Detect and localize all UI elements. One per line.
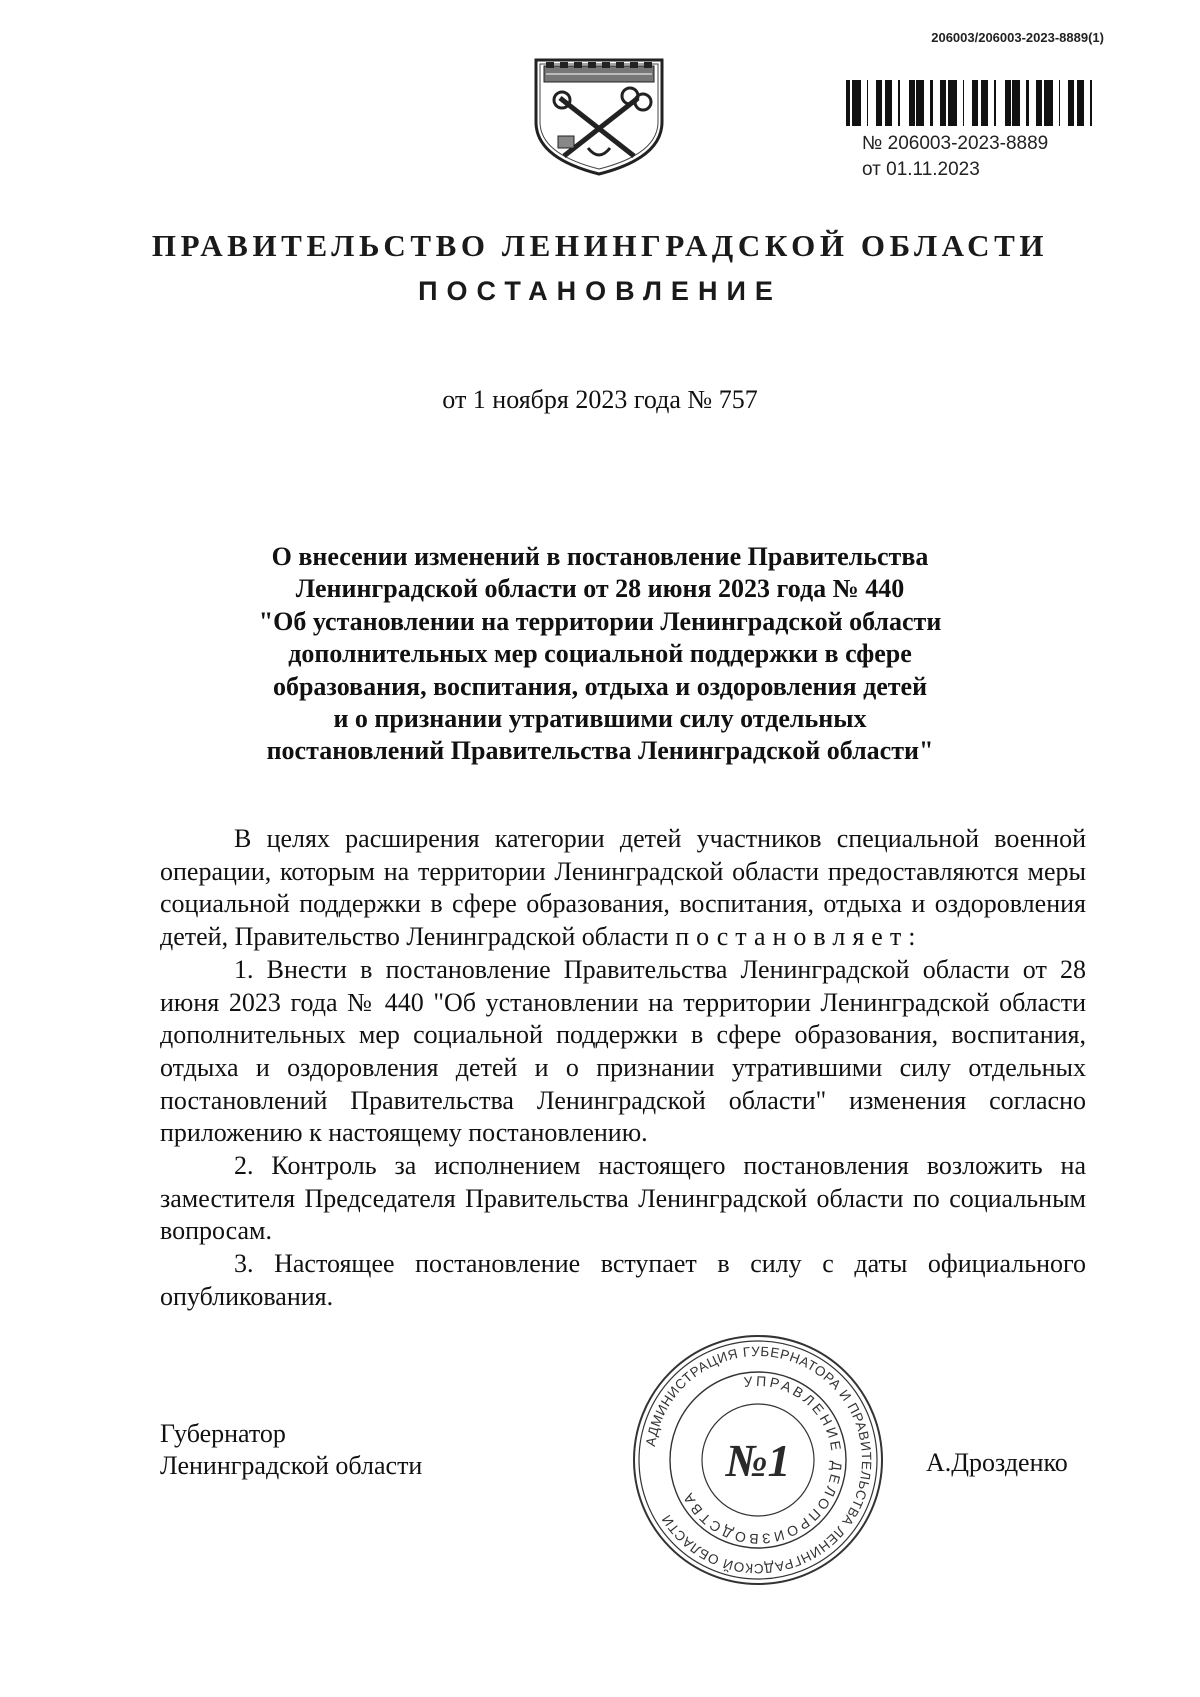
resolves-word: постановляет: <box>675 922 923 952</box>
subject-line: образования, воспитания, отдыха и оздоровления детей <box>272 671 928 701</box>
barcode-icon <box>846 80 1102 126</box>
subject-line: О внесении изменений в постановление Правительства <box>271 542 929 571</box>
item-1: 1. Внести в постановление Правительства Ленинградской области от 28 июня 2023 года № 440 "Об установлении на территории Ленинградской области дополнительных мер социальной поддержки в сфере образования, воспитания, отдыха и оздоровления детей и о признании утратившими силу отдельных постановлений Правительства Ленинградской области" изменения согласно приложению к настоящему постановлению. <box>160 954 1086 1148</box>
subject-line: "Об установлении на территории Ленинградской области <box>258 606 942 636</box>
seal-number: №1 <box>725 1435 791 1486</box>
seal-ring-text: АДМИНИСТРАЦИЯ ГУБЕРНАТОРА И ПРАВИТЕЛЬСТВА ЛЕНИНГРАДСКОЙ ОБЛАСТИ <box>642 1343 875 1577</box>
preamble-paragraph <box>160 823 1086 954</box>
subject-line: постановлений Правительства Ленинградской области" <box>266 736 934 766</box>
coat-of-arms-icon <box>530 52 668 176</box>
registration-number: № 206003-2023-8889 <box>862 133 1049 154</box>
preamble-text: В целях расширения категории детей участников специальной военной операции, которым на территории Ленинградской области предоставляются меры социальной поддержки в сфере образования, воспитания, отдыха и оздоровления детей, Правительство Ленинградской области <box>160 824 1086 952</box>
seal-inner-text: УПРАВЛЕНИЕ ДЕЛОПРОИЗВОДСТВА <box>678 1372 846 1548</box>
subject-line: дополнительных мер социальной поддержки в сфере <box>288 639 912 669</box>
registration-block <box>862 131 1048 183</box>
registration-code: 206003/206003-2023-8889(1) <box>931 30 1104 45</box>
signer-title <box>160 1418 422 1482</box>
signer-title-line: Губернатор <box>160 1419 286 1448</box>
subject-line: и о признании утратившими силу отдельных <box>333 704 867 734</box>
document-type: ПОСТАНОВЛЕНИЕ <box>418 276 782 306</box>
registration-date: от 01.11.2023 <box>862 159 980 180</box>
document-body <box>160 823 1086 1314</box>
signer-title-line: Ленинградской области <box>160 1451 423 1480</box>
signer-name: А.Дрозденко <box>926 1448 1068 1477</box>
government-title: ПРАВИТЕЛЬСТВО ЛЕНИНГРАДСКОЙ ОБЛАСТИ <box>151 228 1049 263</box>
document-subject <box>160 541 1040 768</box>
item-3: 3. Настоящее постановление вступает в силу с даты официального опубликования. <box>160 1249 1086 1311</box>
item-2: 2. Контроль за исполнением настоящего постановления возложить на заместителя Председателя Правительства Ленинградской области по социальным вопросам. <box>160 1151 1086 1246</box>
document-date-number: от 1 ноября 2023 года № 757 <box>442 385 758 414</box>
subject-line: Ленинградской области от 28 июня 2023 года № 440 <box>295 574 905 604</box>
official-seal-icon <box>628 1330 888 1590</box>
